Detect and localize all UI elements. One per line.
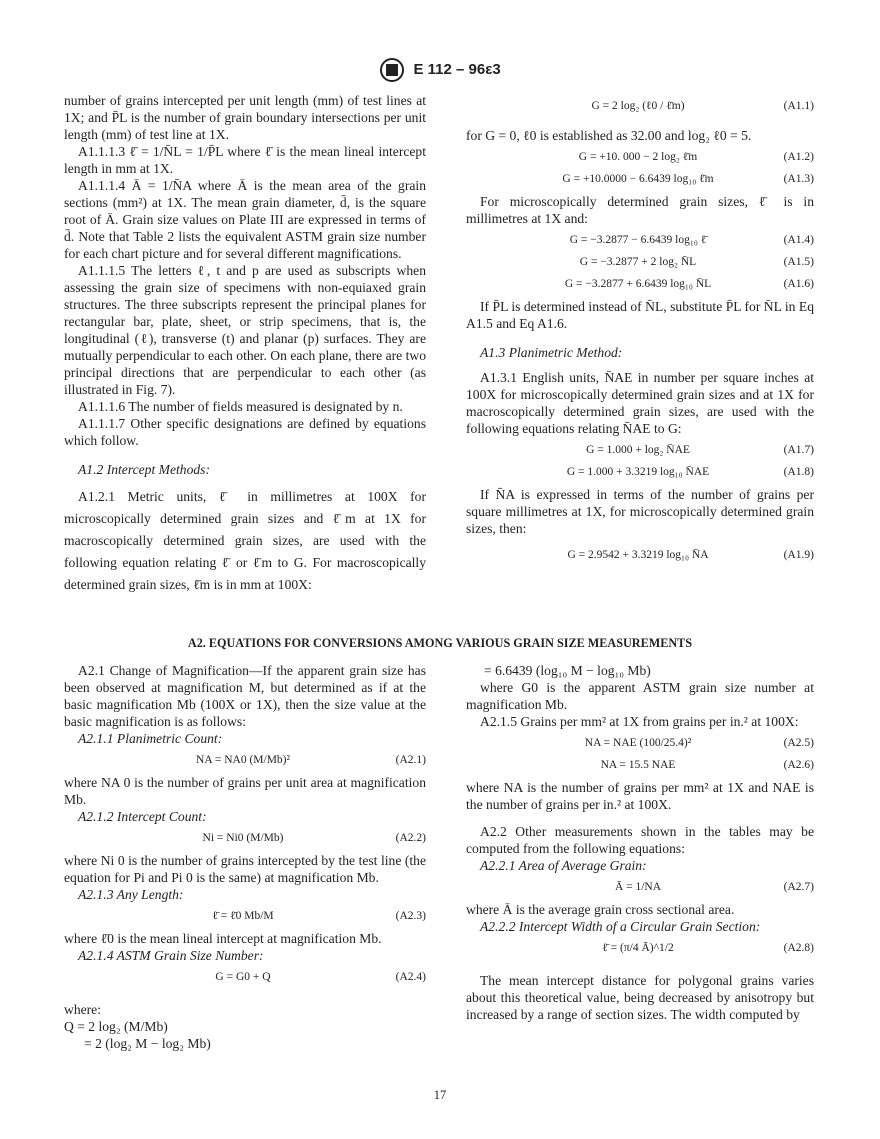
designation: E 112 – 96ε3 bbox=[413, 60, 501, 78]
equation: G = 2 log₂ (ℓ0 / ℓ̄m) (A1.1) bbox=[591, 100, 814, 112]
equation: ℓ̄ = (π/4 Ā)^1/2 (A2.8) bbox=[602, 942, 814, 954]
equation: G = −3.2877 − 6.6439 log₁₀ ℓ̄ (A1.4) bbox=[569, 234, 814, 246]
page-number: 17 bbox=[433, 1088, 447, 1102]
equation: G = 1.000 + 3.3219 log₁₀ N̄AE (A1.8) bbox=[566, 466, 814, 478]
equation: ℓ̄ = ℓ̄0 Mb/M (A2.3) bbox=[212, 910, 426, 922]
subheading: A2.1.2 Intercept Count: bbox=[78, 809, 207, 824]
subheading: A2.2.2 Intercept Width of a Circular Grain Section: bbox=[480, 919, 761, 934]
paragraph: A2.1.5 Grains per mm² at 1X from grains per in.² at 100X: bbox=[480, 714, 799, 729]
paragraph: A1.1.1.4 Ā = 1/N̄A where Ā is the mean area of the grain sections (mm²) at 1X. The mean grain diameter, d̄, is the square root of Ā. Grain size values on Plate III are expressed in terms of d̄. Note that Table 2 lists the equivalent ASTM grain size number for each chart picture and for several different magnifications. bbox=[64, 178, 426, 261]
paragraph: number of grains intercepted per unit length (mm) of test lines at 1X; and P̄L is the number of grain boundary intersections per unit length (mm) of test line at 1X. bbox=[64, 93, 426, 142]
equation: G = G0 + Q (A2.4) bbox=[215, 971, 426, 983]
paragraph: A1.1.1.3 ℓ̄ = 1/N̄L = 1/P̄L where ℓ̄ is the mean lineal intercept length in mm at 1X. bbox=[64, 144, 426, 176]
section-heading: A1.3 Planimetric Method: bbox=[480, 345, 623, 360]
equation: G = −3.2877 + 6.6439 log₁₀ N̄L (A1.6) bbox=[564, 278, 814, 290]
left-column-2 bbox=[64, 662, 426, 1052]
paragraph: where NA 0 is the number of grains per unit area at magnification Mb. bbox=[64, 775, 426, 807]
paragraph: If N̄A is expressed in terms of the number of grains per square millimetres at 1X, for microscopically determined grain sizes, then: bbox=[466, 487, 814, 536]
section-heading: A1.2 Intercept Methods: bbox=[78, 462, 210, 477]
paragraph: A1.1.1.6 The number of fields measured is designated by n. bbox=[78, 399, 403, 414]
paragraph: The mean intercept distance for polygonal grains varies about this theoretical value, being decreased by anisotropy but increased by a range of section sizes. The width computed by bbox=[466, 973, 814, 1022]
equation: Ā = 1/NA (A2.7) bbox=[614, 881, 814, 893]
subheading: A2.2.1 Area of Average Grain: bbox=[480, 858, 647, 873]
paragraph: For microscopically determined grain sizes, ℓ̄ is in millimetres at 1X and: bbox=[466, 194, 814, 226]
q-line: Q = 2 log₂ (M/Mb) bbox=[64, 1019, 168, 1034]
paragraph: where NA is the number of grains per mm² at 1X and NAE is the number of grains per in.² at 100X. bbox=[466, 780, 814, 812]
paragraph: A1.1.1.5 The letters ℓ, t and p are used as subscripts when assessing the grain size of specimens with non-equiaxed grain structures. The three subscripts represent the principal planes for rectangular bar, plate, sheet, or strip specimens, that is, the longitudinal (ℓ), transverse (t) and planar (p) surfaces. They are mutually perpendicular to each other. On each plane, there are two principal directions that are perpendicular to each other (as illustrated in Fig. 7). bbox=[64, 263, 426, 397]
paragraph: A2.2 Other measurements shown in the tables may be computed from the following equations: bbox=[466, 824, 814, 856]
page-header bbox=[0, 58, 880, 82]
paragraph: for G = 0, ℓ0 is established as 32.00 and log₂ ℓ0 = 5. bbox=[466, 128, 752, 143]
astm-logo-icon bbox=[379, 58, 405, 82]
equation: NA = 15.5 NAE (A2.6) bbox=[600, 759, 814, 771]
section-title: A2. EQUATIONS FOR CONVERSIONS AMONG VARIOUS GRAIN SIZE MEASUREMENTS bbox=[187, 636, 693, 650]
paragraph: A1.1.1.7 Other specific designations are defined by equations which follow. bbox=[64, 416, 426, 448]
right-column bbox=[466, 92, 814, 569]
paragraph: A1.2.1 Metric units, ℓ̄ in millimetres at 100X for microscopically determined grain sizes and ℓ̄m at 1X for macroscopically determined grain sizes, are used with the following equation relating ℓ̄ or ℓ̄m to G. For macroscopically determined grain sizes, ℓ̄m is in mm at 100X: bbox=[64, 489, 426, 592]
equation: NA = NAE (100/25.4)² (A2.5) bbox=[584, 737, 814, 749]
paragraph: where Ā is the average grain cross sectional area. bbox=[466, 902, 735, 917]
paragraph: where G0 is the apparent ASTM grain size number at magnification Mb. bbox=[466, 680, 814, 712]
left-column bbox=[64, 92, 426, 596]
equation: NA = NA0 (M/Mb)² (A2.1) bbox=[196, 754, 426, 766]
equation: G = 2.9542 + 3.3219 log₁₀ N̄A (A1.9) bbox=[567, 549, 814, 561]
equation: G = +10. 000 − 2 log₂ ℓ̄m (A1.2) bbox=[578, 151, 814, 163]
right-column-2 bbox=[466, 662, 814, 1023]
paragraph: where ℓ̄0 is the mean lineal intercept at magnification Mb. bbox=[64, 931, 382, 946]
equation: G = +10.0000 − 6.6439 log₁₀ ℓ̄m (A1.3) bbox=[562, 173, 814, 185]
paragraph: A1.3.1 English units, N̄AE in number per square inches at 100X for microscopically determined grain sizes and at 1X for macroscopically determined grain sizes, are used with the following equations relating N̄AE to G: bbox=[466, 370, 814, 436]
equation: Ni = Ni0 (M/Mb) (A2.2) bbox=[202, 832, 426, 844]
equation: G = 1.000 + log₂ N̄AE (A1.7) bbox=[586, 444, 814, 456]
paragraph: If P̄L is determined instead of N̄L, substitute P̄L for N̄L in Eq A1.5 and Eq A1.6. bbox=[466, 299, 814, 331]
paragraph: where Ni 0 is the number of grains intercepted by the test line (the equation for Pi and Pi 0 is the same) at magnification Mb. bbox=[64, 853, 426, 885]
paragraph: A2.1 Change of Magnification—If the apparent grain size has been observed at magnification M, but determined as if at the basic magnification Mb (100X or 1X), then the size value at the basic magnification is as follows: bbox=[64, 663, 426, 729]
equation: G = −3.2877 + 2 log₂ N̄L (A1.5) bbox=[579, 256, 814, 268]
subheading: A2.1.3 Any Length: bbox=[78, 887, 184, 902]
q-line: = 2 (log₂ M − log₂ Mb) bbox=[84, 1036, 211, 1051]
subheading: A2.1.4 ASTM Grain Size Number: bbox=[78, 948, 264, 963]
q-line: = 6.6439 (log₁₀ M − log₁₀ Mb) bbox=[484, 663, 651, 678]
subheading: A2.1.1 Planimetric Count: bbox=[78, 731, 223, 746]
where-label: where: bbox=[64, 1002, 101, 1017]
